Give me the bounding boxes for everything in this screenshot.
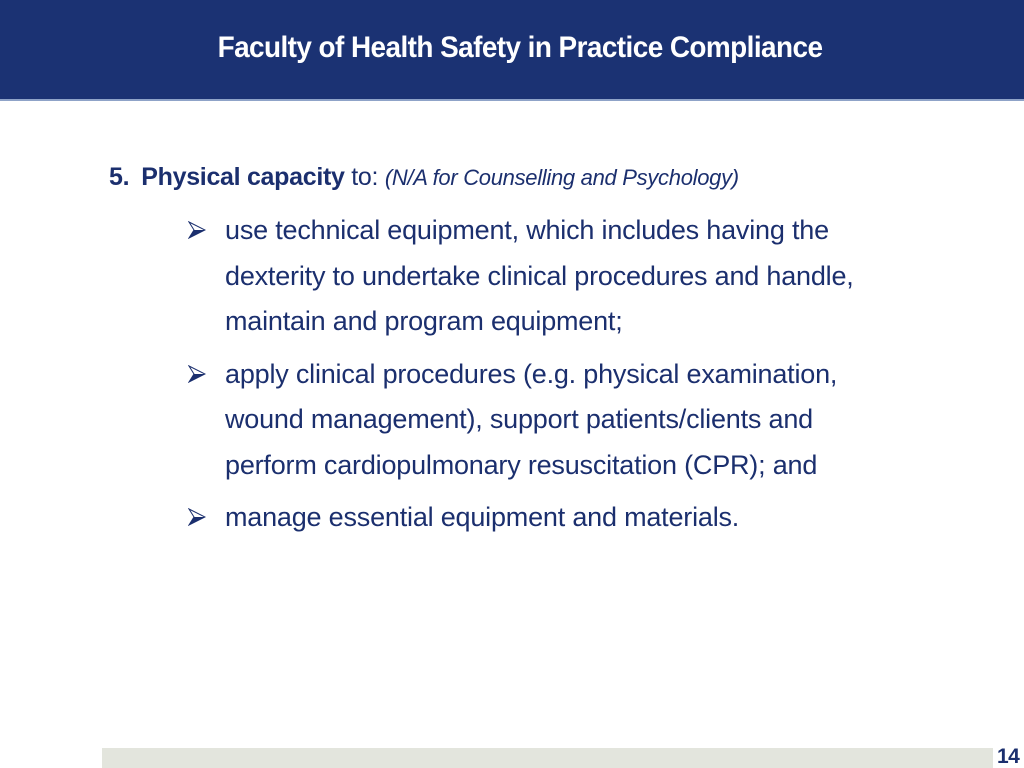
section-heading <box>109 158 739 197</box>
section-note: (N/A for Counselling and Psychology) <box>384 165 739 190</box>
bullet-line: wound management), support patients/clients and <box>225 404 813 434</box>
bullet-item <box>187 495 987 541</box>
section-number: 5. <box>109 163 130 191</box>
bullet-line: manage essential equipment and materials. <box>225 502 740 532</box>
bullet-line: use technical equipment, which includes having the <box>225 215 829 245</box>
page-number: 14 <box>997 745 1020 768</box>
bullet-item <box>187 352 987 489</box>
slide-title: Faculty of Health Safety in Practice Compliance <box>217 31 823 64</box>
arrow-bullet-icon <box>188 221 206 239</box>
header-banner <box>0 0 1024 101</box>
arrow-bullet-icon <box>188 365 206 383</box>
bullet-line: perform cardiopulmonary resuscitation (CPR); and <box>225 449 818 480</box>
slide-content <box>109 158 854 532</box>
arrow-bullet-icon <box>188 508 206 526</box>
bullet-item <box>187 208 987 345</box>
bullet-list <box>187 208 987 548</box>
bullet-line: maintain and program equipment; <box>225 306 623 336</box>
bullet-line: dexterity to undertake clinical procedures and handle, <box>225 260 854 291</box>
footer-bar <box>102 748 993 768</box>
section-label: Physical capacity <box>141 163 345 191</box>
section-connector: to: <box>344 163 385 191</box>
bullet-line: apply clinical procedures (e.g. physical examination, <box>225 358 838 389</box>
